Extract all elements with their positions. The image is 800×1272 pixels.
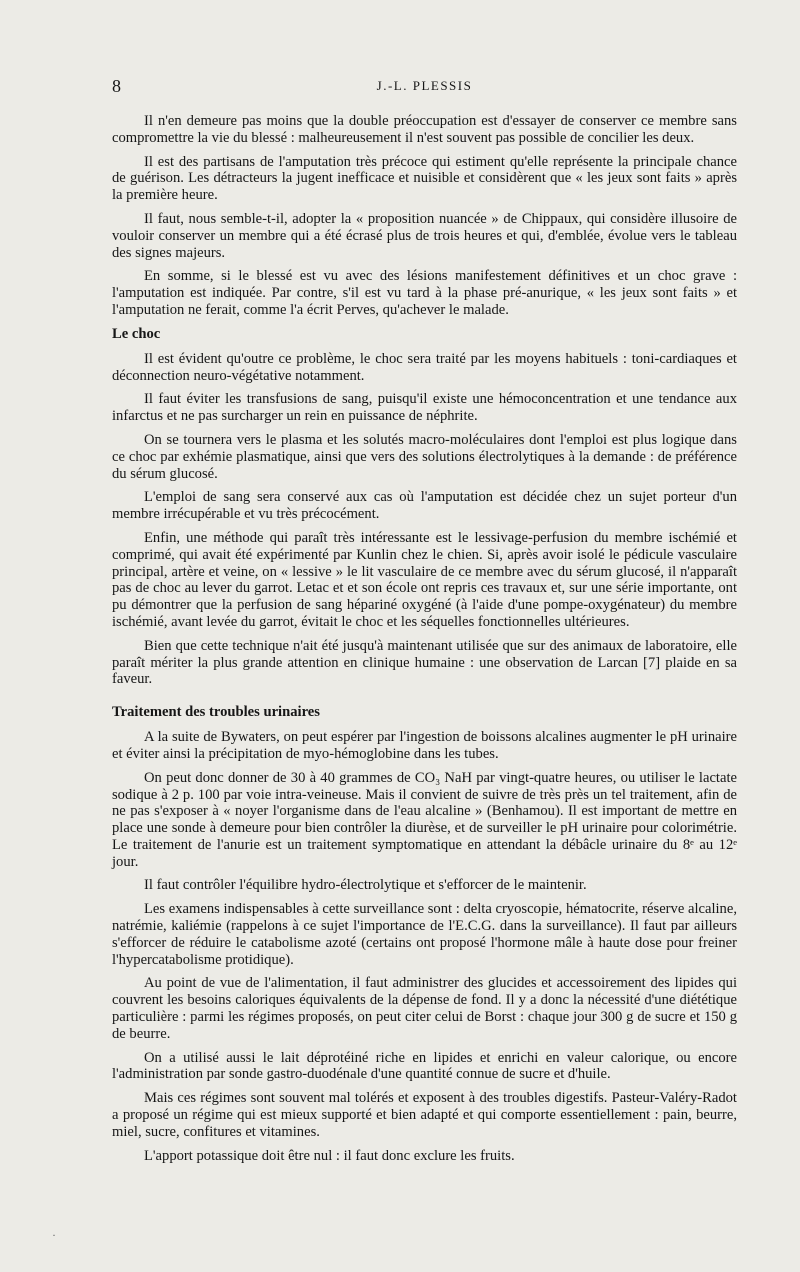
running-head: J.-L. PLESSIS: [376, 78, 473, 93]
paragraph: On se tournera vers le plasma et les solutés macro-moléculaires dont l'emploi est plus logique dans ce choc par exhémie plasmatique, ainsi que vers des solutions électrolytiques à la demande : de préférence du sérum glucosé.: [112, 431, 737, 482]
paragraph: Il n'en demeure pas moins que la double préoccupation est d'essayer de conserver ce membre sans compromettre la vie du blessé : malheureusement il n'est souvent pas possible de concilier les deux.: [112, 113, 737, 146]
section-heading-choc: Le choc: [112, 325, 161, 342]
paragraph: Il est des partisans de l'amputation très précoce qui estiment qu'elle représente la principale chance de guérison. Les détracteurs la jugent inefficace et nuisible et considèrent que « les jeux sont faits » après la première heure.: [112, 153, 737, 204]
paragraph: Il faut, nous semble-t-il, adopter la « proposition nuancée » de Chippaux, qui considère illusoire de vouloir conserver un membre qui a été écrasé plus de trois heures et qui, d'emblée, évolue vers le tableau des signes majeurs.: [112, 210, 737, 261]
paragraph: On peut donc donner de 30 à 40 grammes de CO₃ NaH par vingt-quatre heures, ou utiliser le lactate sodique à 2 p. 100 par voie intra-veineuse. Mais il convient de suivre de très près un tel traitement, afin de ne pas s'exposer à « noyer l'organisme dans de l'eau alcaline » (Benhamou). Il est important de mettre en place une sonde à demeure pour bien contrôler la diurèse, et de surveiller le pH urinaire pour colorimétrie. Le traitement de l'anurie est un traitement symptomatique en attendant la débâcle urinaire du 8ᵉ au 12ᵉ jour.: [112, 769, 737, 870]
paragraph: Il est évident qu'outre ce problème, le choc sera traité par les moyens habituels : toni-cardiaques et déconnection neuro-végétative notamment.: [112, 350, 737, 384]
page-number: 8: [112, 76, 121, 96]
paragraph: Bien que cette technique n'ait été jusqu'à maintenant utilisée que sur des animaux de laboratoire, elle paraît mériter la plus grande attention en clinique humaine : une observation de Larcan [7] plaide en sa faveur.: [112, 637, 737, 688]
paragraph: En somme, si le blessé est vu avec des lésions manifestement définitives et un choc grave : l'amputation est indiquée. Par contre, s'il est vu tard à la phase pré-anurique, « les jeux sont faits » et l'amputation ne ferait, comme l'a écrit Perves, qu'achever le malade.: [112, 268, 737, 318]
paragraph: Au point de vue de l'alimentation, il faut administrer des glucides et accessoirement des lipides qui couvrent les besoins caloriques équivalents de la dépense de fond. Il y a donc la nécessité d'une diététique particulière : parmi les régimes proposés, on peut citer celui de Borst : chaque jour 300 g de sucre et 150 g de beurre.: [112, 975, 737, 1042]
scan-mark: ·: [52, 1228, 56, 1242]
paragraph: Il faut éviter les transfusions de sang, puisqu'il existe une hémoconcentration et une tendance aux infarctus et ne pas surcharger un rein en puissance de néphrite.: [112, 391, 737, 425]
paragraph: Les examens indispensables à cette surveillance sont : delta cryoscopie, hématocrite, réserve alcaline, natrémie, kaliémie (rappelons à ce sujet l'importance de l'E.C.G. dans la surveillance). Il faut par ailleurs s'efforcer de réduire le catabolisme azoté (certains ont proposé l'hormone mâle à haute dose pour freiner l'hypercatabolisme protidique).: [112, 901, 737, 968]
paragraph: Enfin, une méthode qui paraît très intéressante est le lessivage-perfusion du membre ischémié et comprimé, qui avait été expérimenté par Kunlin chez le chien. Si, après avoir isolé le pédicule vasculaire principal, artère et veine, on « lessive » le lit vasculaire de ce membre avec du sérum glucosé, il n'apparaît pas de choc au lever du garrot. Letac et et son école ont repris ces travaux et, sur une série importante, ont pu démontrer que la perfusion de sang hépariné oxygéné (à l'aide d'une pompe-oxygénateur) du membre ischémié, avant levée du garrot, évitait le choc et les séquelles fonctionnelles ultérieures.: [112, 529, 737, 630]
paragraph: Mais ces régimes sont souvent mal tolérés et exposent à des troubles digestifs. Pasteur-Valéry-Radot a proposé un régime qui est mieux supporté et bien adapté et qui comporte essentiellement : pain, beurre, miel, sucre, confitures et vitamines.: [112, 1090, 737, 1140]
body-text: [112, 113, 737, 1171]
paragraph: Il faut contrôler l'équilibre hydro-électrolytique et s'efforcer de le maintenir.: [144, 877, 587, 894]
paragraph: A la suite de Bywaters, on peut espérer par l'ingestion de boissons alcalines augmenter le pH urinaire et éviter ainsi la précipitation de myo-hémoglobine dans les tubes.: [112, 729, 737, 762]
paragraph: L'apport potassique doit être nul : il faut donc exclure les fruits.: [144, 1147, 515, 1164]
paragraph: L'emploi de sang sera conservé aux cas où l'amputation est décidée chez un sujet porteur d'un membre irrécupérable et vu très précocément.: [112, 489, 737, 523]
section-heading-urinaires: Traitement des troubles urinaires: [112, 704, 320, 721]
page-header: [112, 76, 737, 98]
paragraph: On a utilisé aussi le lait déprotéiné riche en lipides et enrichi en valeur calorique, ou encore l'administration par sonde gastro-duodénale d'une quantité connue de sucre et d'huile.: [112, 1049, 737, 1083]
